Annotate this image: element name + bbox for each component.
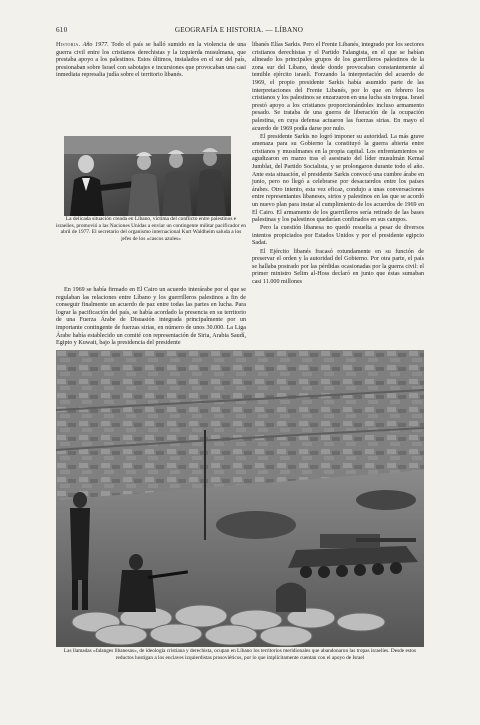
photo-caption-un: La delicada situación creada en Líbano, víctima del conflicto entre palestinos e israelíes, promovió a las Naciones Unidas a enviar un contingente militar pacificador en abril de 1977. El secretario del organismo internacional Kurt Waldheim saluda a los jefes de los «cascos azules»	[56, 216, 246, 242]
running-title: GEOGRAFÍA E HISTORIA. — LÍBANO	[174, 26, 304, 34]
year-heading: Año 1977.	[82, 42, 109, 48]
photo-caption-falanges: Las llamadas «falanges libanesas», de ideología cristiana y derechista, ocupan en Líbano los territorios meridionales que abandonaron las tropas israelíes. Desde estos reductos hostigan a los enclaves izquierdistas prosoviéticos, por lo que implícitamente cuentan con el apoyo de Israel	[63, 648, 417, 661]
running-header	[56, 26, 422, 38]
paragraph-historia: Historia. Año 1977. Todo el país se halló sumido en la violencia de una guerra civil entre los cristianos derechistas y la izquierda musulmana, que prestaba apoyo a los palestinos. Estos últimos, instalados en el sur del país, presionaban sobre Israel con sabotajes e incursiones que provocaban una casi inmediata represalia judía sobre el territorio libanés.	[56, 42, 247, 79]
paragraph-cairo-accord: En 1969 se había firmado en El Cairo un acuerdo interárabe por el que se regulaban las relaciones entre Líbano y los guerrilleros palestinos a fin de conseguir finalmente un acuerdo de paz entre todas las partes en lucha. Para lograr la pacificación del país, se había acordado la presencia en su territorio de una Fuerza Árabe de Disuasión integrada principalmente por un importante contingente de fuerzas sirias, en número de unos 30.000. La Liga Árabe había establecido un comité con representación de Siria, Arabia Saudí, Egipto y Kuwait, bajo la presidencia del presidente	[56, 287, 246, 347]
paragraph-sarkis: El presidente Sarkis no logró imponer su autoridad. La más grave amenaza para su Gobierno la constituyó la guerra abierta entre cristianos y musulmanes en la propia capital. Los enfrentamientos se agudizaron en marzo tras el asesinato del líder musulmán Kemal Jumblat, del Partido Socialista, y se prolongaron durante todo el año. Ante esta situación, el presidente Sarkis convocó una cumbre árabe en junio, pero no llegó a celebrarse por desacuerdos entre los países árabes. Otro intento, esta vez eficaz, condujo a unas conversaciones entre representantes libaneses, sirios y palestinos en las que se acordó un nuevo plan para instar al cumplimiento de los acuerdos de 1969 en El Cairo. El armamento de los guerrilleros sería retirado de las bases palestinas y los palestinos quedarían confinados en sus campos.	[252, 133, 424, 224]
paragraph-text: Todo el país se halló sumido en la violencia de una guerra civil entre los cristianos derechistas y la izquierda musulmana, que prestaba apoyo a los palestinos. Estos últimos, instalados en el sur del país, presionaban sobre Israel con sabotajes e incursiones que provocaban una casi inmediata represalia judía sobre el territorio libanés.	[56, 42, 247, 79]
paragraph-frente-libanes: libanés Elías Sarkis. Pero el Frente Libanés, integrado por los sectores cristianos derechistas y el Partido Falangista, en el que se habían alineado los principales grupos de los guerrilleros palestinos de la zona sur del Líbano, desde donde provocaban constantemente al temible ejército israelí. Forzando la interpretación del acuerdo de 1969, el propio presidente Sarkis había asumido parte de las interpretaciones del Frente Libanés, por lo que en febrero los cristianos y los palestinos se enzarzaron en una lucha sin tregua. Israel prestó apoyo a los cristianos proporcionándoles incluso armamento pesado. Se trataba de una guerra de liberación de la ocupación palestina, en cuya defensa actuaron las fuerzas sirias. En mayo el acuerdo de 1969 podía darse por nulo.	[252, 42, 424, 132]
section-lead: Historia	[56, 42, 79, 48]
photo-un-soldiers	[64, 136, 231, 216]
paragraph-ejercito: El Ejército libanés fracasó rotundamente en su función de preservar el orden y la autoridad del Gobierno. Por otra parte, el país se hallaba postrado por las pérdidas ocasionadas por la guerra civil: el primer ministro Selim al-Hoss declaró en junio que éstas sumaban casi 11.000 millones	[252, 248, 424, 285]
photo-falangist-fighters	[56, 350, 424, 647]
right-column	[252, 42, 424, 287]
paragraph-cuestion: Pero la cuestión libanesa no quedó resuelta a pesar de diversos intentos propiciados por Estados Unidos y por el presidente egipcio Sadat.	[252, 225, 424, 247]
left-column-bottom	[56, 287, 246, 348]
left-column-top	[56, 42, 246, 80]
page-number: 610	[56, 26, 68, 34]
